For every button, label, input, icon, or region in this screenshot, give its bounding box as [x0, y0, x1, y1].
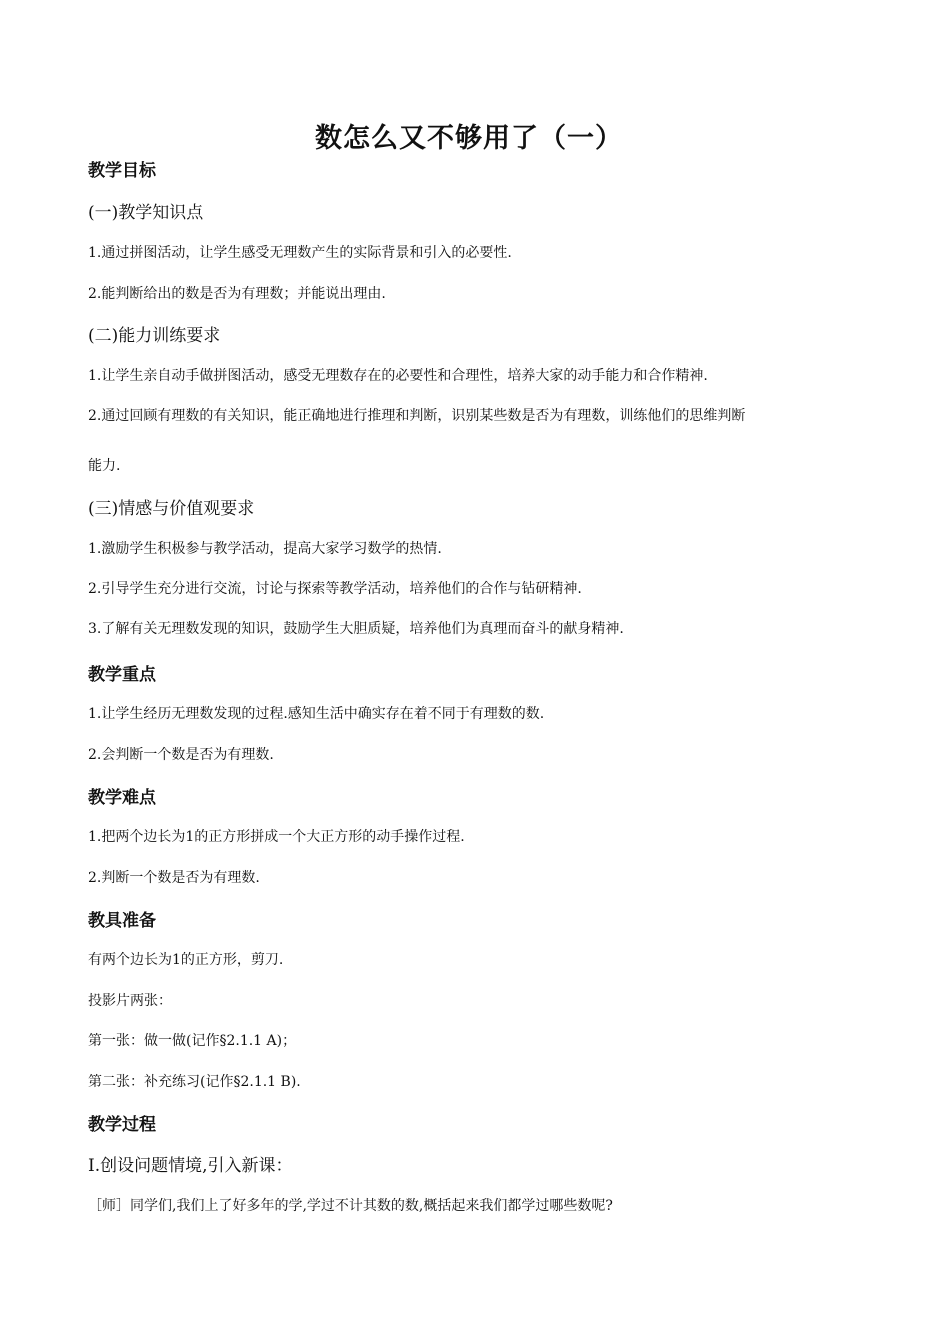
paragraph: 投影片两张： [88, 993, 172, 1009]
subsection-heading-ability: (二)能力训练要求 [88, 326, 221, 346]
subsection-heading-intro: Ⅰ.创设问题情境,引入新课： [88, 1156, 293, 1176]
paragraph: 2.判断一个数是否为有理数. [88, 870, 260, 886]
paragraph: 1.把两个边长为1的正方形拼成一个大正方形的动手操作过程. [88, 829, 465, 845]
paragraph: 3.了解有关无理数发现的知识，鼓励学生大胆质疑，培养他们为真理而奋斗的献身精神. [88, 621, 624, 637]
paragraph: 1.激励学生积极参与教学活动，提高大家学习数学的热情. [88, 541, 442, 557]
paragraph: 能力. [88, 458, 121, 474]
paragraph: 第二张：补充练习(记作§2.1.1 B). [88, 1074, 301, 1090]
paragraph: 2.通过回顾有理数的有关知识，能正确地进行推理和判断，识别某些数是否为有理数，训练他们的思维判断 [88, 408, 746, 424]
paragraph: 2.会判断一个数是否为有理数. [88, 747, 274, 763]
paragraph: 有两个边长为1的正方形，剪刀. [88, 952, 284, 968]
section-heading-difficulties: 教学难点 [88, 788, 156, 808]
paragraph: 第一张：做一做(记作§2.1.1 A)； [88, 1033, 297, 1049]
subsection-heading-knowledge: (一)教学知识点 [88, 203, 204, 223]
paragraph: 1.让学生经历无理数发现的过程.感知生活中确实存在着不同于有理数的数. [88, 706, 545, 722]
paragraph: 1.通过拼图活动，让学生感受无理数产生的实际背景和引入的必要性. [88, 245, 512, 261]
section-heading-goals: 教学目标 [88, 161, 156, 181]
section-heading-process: 教学过程 [88, 1115, 156, 1135]
subsection-heading-emotion: (三)情感与价值观要求 [88, 499, 255, 519]
paragraph: ［师］同学们,我们上了好多年的学,学过不计其数的数,概括起来我们都学过哪些数呢? [88, 1198, 613, 1214]
paragraph: 2.能判断给出的数是否为有理数；并能说出理由. [88, 286, 386, 302]
section-heading-materials: 教具准备 [88, 911, 156, 931]
document-title: 数怎么又不够用了（一） [315, 123, 623, 154]
paragraph: 1.让学生亲自动手做拼图活动，感受无理数存在的必要性和合理性，培养大家的动手能力和合作精神. [88, 368, 708, 384]
paragraph: 2.引导学生充分进行交流，讨论与探索等教学活动，培养他们的合作与钻研精神. [88, 581, 582, 597]
section-heading-key-points: 教学重点 [88, 665, 156, 685]
